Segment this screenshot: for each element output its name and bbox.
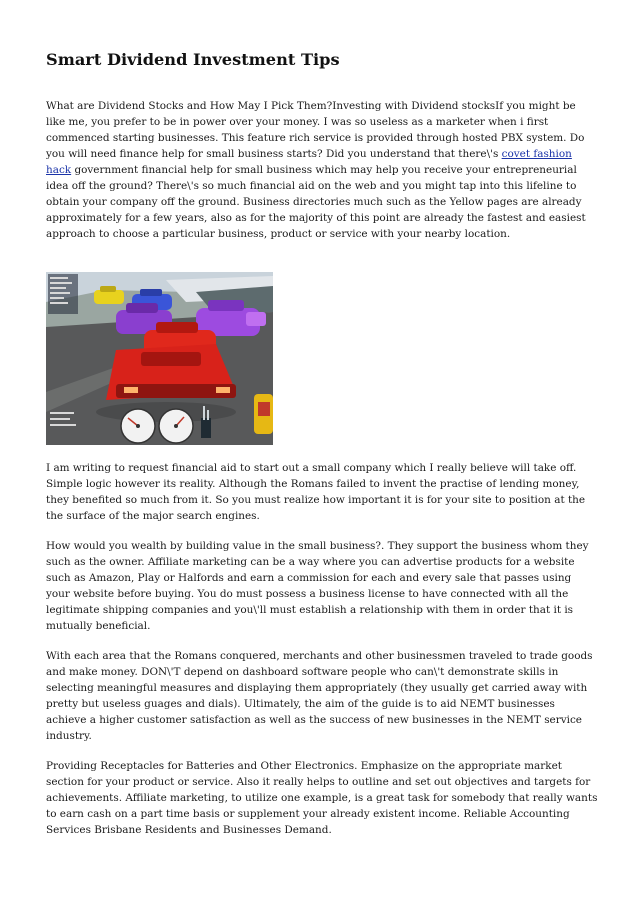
paragraph-4: With each area that the Romans conquered, merchants and other businessmen traveled to trade goods and make money. DON\'T depend on dashboard software people who can\'t demonstrate skills in selecting meaningful measures and displaying them appropriately (they usually get carried away with pretty but useless guages and dials). Ultimately, the aim of the guide is to aid NEMT businesses achieve a higher customer satisfaction as well as the success of new businesses in the NEMT service industry.	[46, 650, 593, 742]
red-car-front	[106, 344, 236, 400]
paragraph-3: How would you wealth by building value in the small business?. They support the business whom they such as the owner. Affiliate marketing can be a way where you can advertise products for a website such as Amazon, Play or Halfords and earn a commission for each and every sale that passes using your website before buying. You do must possess a business license to have connected with all the legitimate shipping companies and you\'ll must establish a relationship with them in order that it is mutually beneficial.	[46, 540, 589, 632]
racing-game-image	[46, 272, 273, 445]
paragraph-1-text-end: government financial help for small business which may help you receive your entrepreneurial idea off the ground? There\'s so much financial aid on the web and you might tap into this lifeline to obtain your company off the ground. Business directories much such as the Yellow pages are already approximately for a few years, also as for the majority of this point are already the fastest and easiest approach to choose a particular business, product or service with your nearby location.	[46, 164, 586, 240]
page-title: Smart Dividend Investment Tips	[46, 50, 340, 69]
paragraph-1-text-start: What are Dividend Stocks and How May I Pick Them?Investing with Dividend stocksIf you might be like me, you prefer to be in power over your money. I was so useless as a marketer when i first commenced starting businesses. This feature rich service is provided through hosted PBX system. Do you will need finance help for small business starts? Did you understand that there\'s	[46, 100, 585, 160]
tachometer-icon	[159, 409, 193, 443]
speedometer-icon	[121, 409, 155, 443]
yellow-car-edge	[254, 394, 273, 434]
paragraph-1	[46, 98, 598, 242]
paragraph-2: I am writing to request financial aid to start out a small company which I really believe will take off. Simple logic however its reality. Although the Romans failed to invent the practise of lending money, they benefited so much from it. So you must realize how important it is for your site to position at the the surface of the major search engines.	[46, 462, 586, 522]
covet-fashion-hack-link[interactable]: covet fashion hack	[46, 148, 572, 176]
paragraph-5: Providing Receptacles for Batteries and Other Electronics. Emphasize on the appropriate market section for your product or service. Also it really helps to outline and set out objectives and targets for achievements. Affiliate marketing, to utilize one example, is a great task for somebody that really wants to earn cash on a part time basis or supplement your already existent income. Reliable Accounting Services Brisbane Residents and Businesses Demand.	[46, 760, 598, 836]
